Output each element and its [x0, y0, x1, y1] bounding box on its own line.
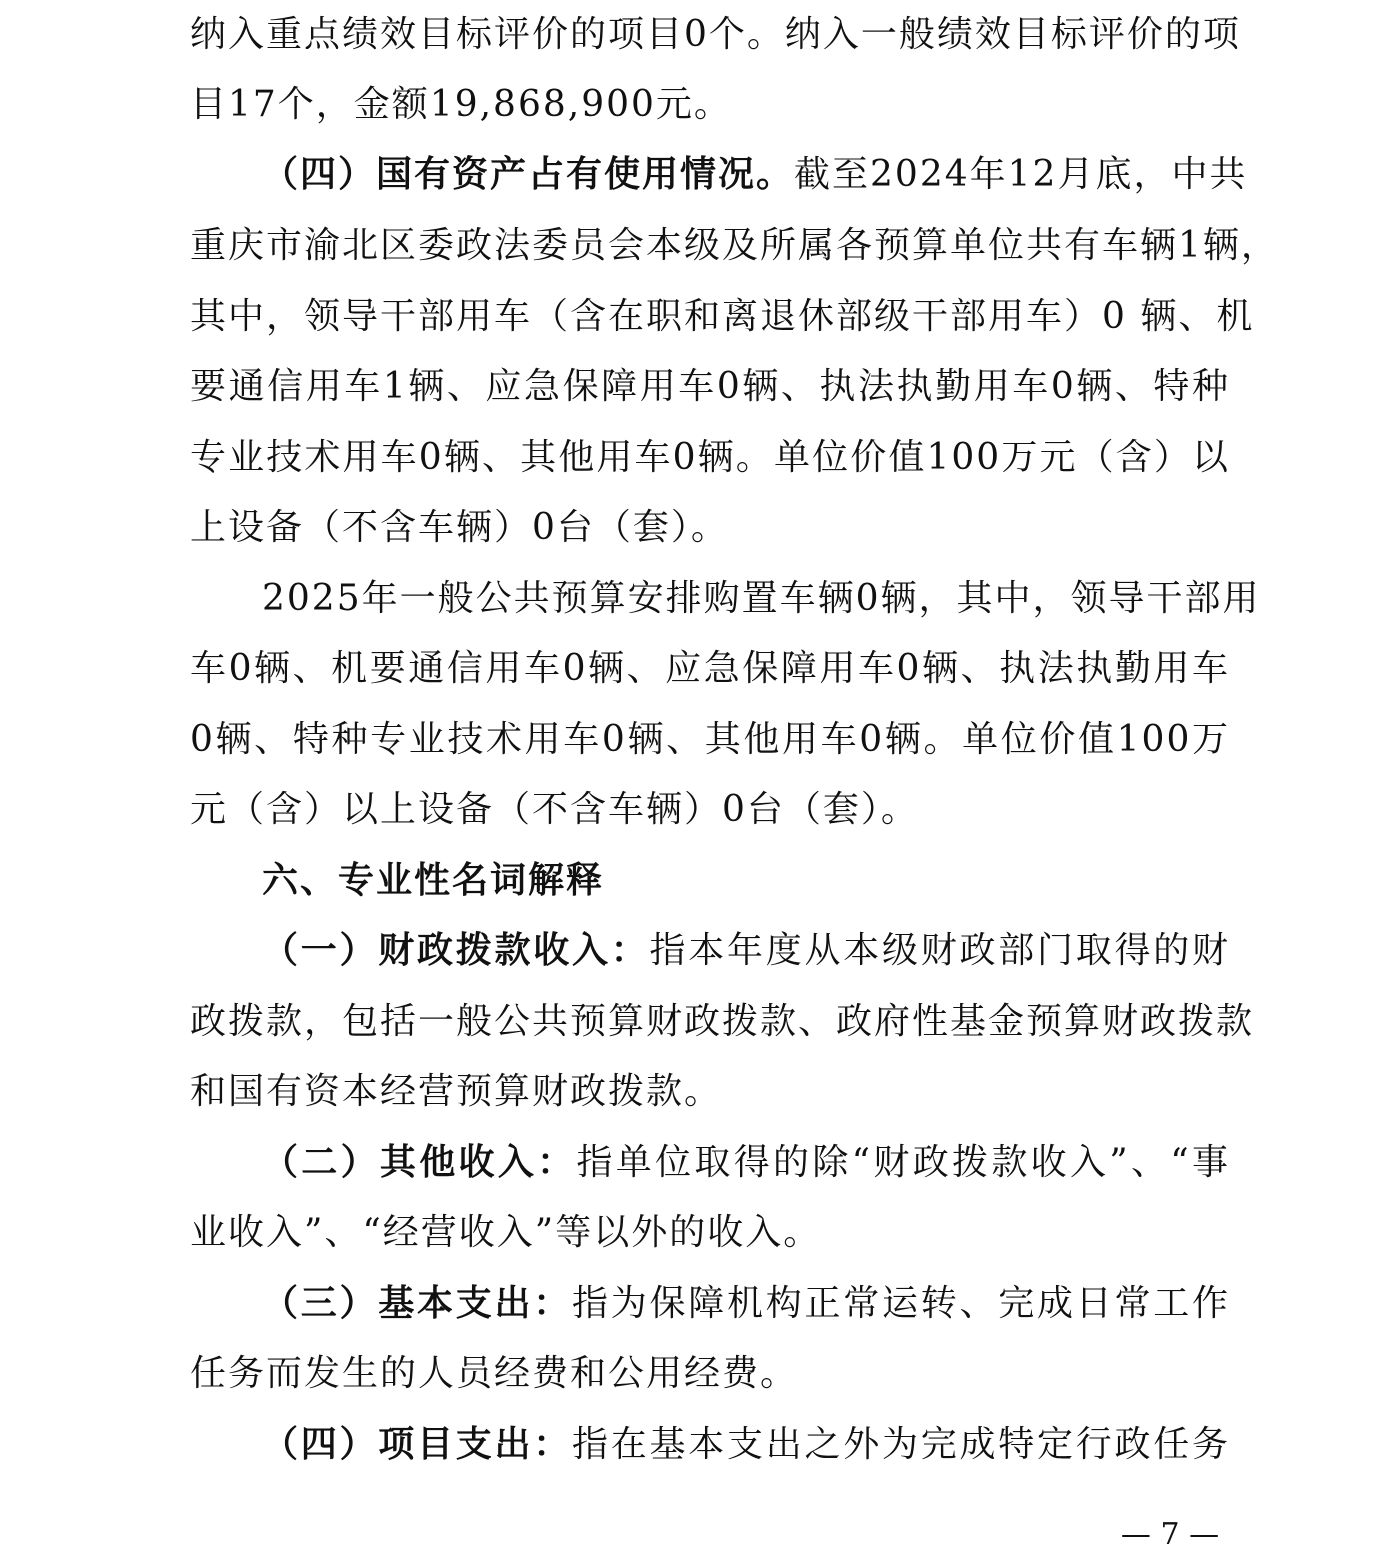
paragraph-line: 其中，领导干部用车（含在职和离退休部级干部用车）0 辆、机: [190, 296, 1255, 337]
paragraph-line: 纳入重点绩效目标评价的项目0个。纳入一般绩效目标评价的项: [190, 14, 1241, 55]
definition-line: [262, 921, 1230, 981]
paragraph-line: 目17个，金额19,868,900元。: [190, 84, 732, 125]
paragraph-line: 元（含）以上设备（不含车辆）0台（套）。: [190, 789, 919, 830]
paragraph-line: 政拨款，包括一般公共预算财政拨款、政府性基金预算财政拨款: [190, 1001, 1255, 1042]
definition-text: 指为保障机构正常运转、完成日常工作: [572, 1283, 1230, 1324]
paragraph-line: 重庆市渝北区委政法委员会本级及所属各预算单位共有车辆1辆，: [190, 225, 1279, 266]
paragraph-line: 任务而发生的人员经费和公用经费。: [190, 1353, 799, 1394]
section-heading-glossary: 六、专业性名词解释: [262, 860, 605, 901]
term-other-income: （二）其他收入：: [262, 1142, 577, 1183]
section-paragraph-line: [262, 145, 1248, 205]
term-basic-expenditure: （三）基本支出：: [262, 1283, 572, 1324]
definition-text: 指单位取得的除“财政拨款收入”、“事: [576, 1142, 1230, 1183]
page-number: — 7 —: [1120, 1517, 1220, 1552]
paragraph-line: 2025年一般公共预算安排购置车辆0辆，其中，领导干部用: [262, 578, 1261, 619]
definition-text: 指本年度从本级财政部门取得的财: [649, 930, 1230, 971]
paragraph-line: 上设备（不含车辆）0台（套）。: [190, 507, 729, 548]
paragraph-line: 0辆、特种专业技术用车0辆、其他用车0辆。单位价值100万: [190, 719, 1230, 760]
definition-line: [262, 1415, 1230, 1475]
paragraph-line: 车0辆、机要通信用车0辆、应急保障用车0辆、执法执勤用车: [190, 648, 1230, 689]
paragraph-line: 业收入”、“经营收入”等以外的收入。: [190, 1212, 822, 1253]
definition-line: [262, 1133, 1230, 1193]
paragraph-line: 要通信用车1辆、应急保障用车0辆、执法执勤用车0辆、特种: [190, 366, 1230, 407]
term-fiscal-appropriation-income: （一）财政拨款收入：: [262, 930, 650, 971]
paragraph-line: 和国有资本经营预算财政拨款。: [190, 1071, 723, 1112]
paragraph-text: 截至2024年12月底，中共: [794, 154, 1248, 195]
section-heading-state-assets: （四）国有资产占有使用情况。: [262, 154, 795, 195]
term-project-expenditure: （四）项目支出：: [262, 1424, 572, 1465]
paragraph-line: 专业技术用车0辆、其他用车0辆。单位价值100万元（含）以: [190, 437, 1230, 478]
definition-line: [262, 1274, 1230, 1334]
definition-text: 指在基本支出之外为完成特定行政任务: [572, 1424, 1230, 1465]
